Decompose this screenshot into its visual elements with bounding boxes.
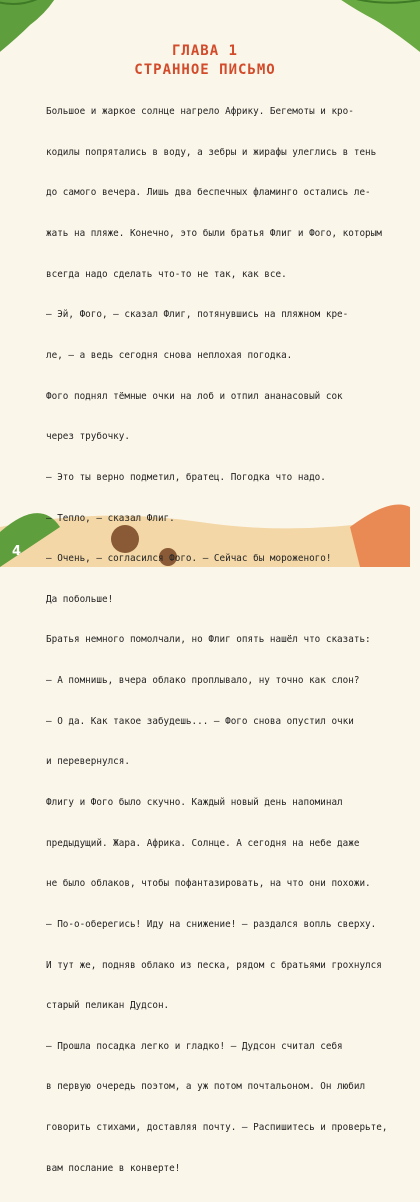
text-line: кодилы попрятались в воду, а зебры и жирафы улеглись в тень <box>46 146 377 158</box>
text-line: — А помнишь, вчера облако проплывало, ну точно как слон? <box>46 675 360 687</box>
text-line: вам послание в конверте! <box>46 1162 181 1174</box>
text-line: предыдущий. Жара. Африка. Солнце. А сегодня на небе даже <box>46 837 360 849</box>
text-line: — Эй, Фого, — сказал Флиг, потянувшись на пляжном кре- <box>46 309 349 321</box>
text-line: жать на пляже. Конечно, это были братья Флиг и Фого, которым <box>46 228 382 240</box>
text-line: до самого вечера. Лишь два беспечных фламинго остались ле- <box>46 187 371 199</box>
chapter-title: СТРАННОЕ ПИСЬМО <box>134 62 276 78</box>
page-number: 4 <box>12 544 22 559</box>
text-line: — О да. Как такое забудешь... — Фого снова опустил очки <box>46 715 354 727</box>
text-line: Большое и жаркое солнце нагрело Африку. Бегемоты и кро- <box>46 106 354 118</box>
text-line: — По-о-оберегись! Иду на снижение! — раздался вопль сверху. <box>46 918 377 930</box>
chapter-heading <box>0 42 410 80</box>
text-line: И тут же, подняв облако из песка, рядом с братьями грохнулся <box>46 959 382 971</box>
text-line: — Прошла посадка легко и гладко! — Дудсон считал себя <box>46 1040 343 1052</box>
text-line: всегда надо сделать что-то не так, как все. <box>46 268 287 280</box>
text-line: через трубочку. <box>46 431 130 443</box>
text-line: Флигу и Фого было скучно. Каждый новый день напоминал <box>46 796 343 808</box>
text-line: говорить стихами, доставляя почту. — Распишитесь и проверьте, <box>46 1122 388 1134</box>
text-line: — Тепло, — сказал Флиг. <box>46 512 175 524</box>
text-line: Фого поднял тёмные очки на лоб и отпил ананасовый сок <box>46 390 343 402</box>
text-line: — Очень, — согласился Фого. — Сейчас бы мороженого! <box>46 553 332 565</box>
text-line: Братья немного помолчали, но Флиг опять нашёл что сказать: <box>46 634 371 646</box>
text-line: в первую очередь поэтом, а уж потом почтальоном. Он любил <box>46 1081 366 1093</box>
text-line: старый пеликан Дудсон. <box>46 1000 170 1012</box>
text-line: Да побольше! <box>46 593 114 605</box>
text-line: — Это ты верно подметил, братец. Погодка что надо. <box>46 471 326 483</box>
text-line: ле, — а ведь сегодня снова неплохая погодка. <box>46 349 293 361</box>
text-line: не было облаков, чтобы пофантазировать, на что они похожи. <box>46 878 371 890</box>
chapter-label: ГЛАВА 1 <box>171 43 238 59</box>
story-text <box>46 78 388 1202</box>
text-line: и перевернулся. <box>46 756 130 768</box>
